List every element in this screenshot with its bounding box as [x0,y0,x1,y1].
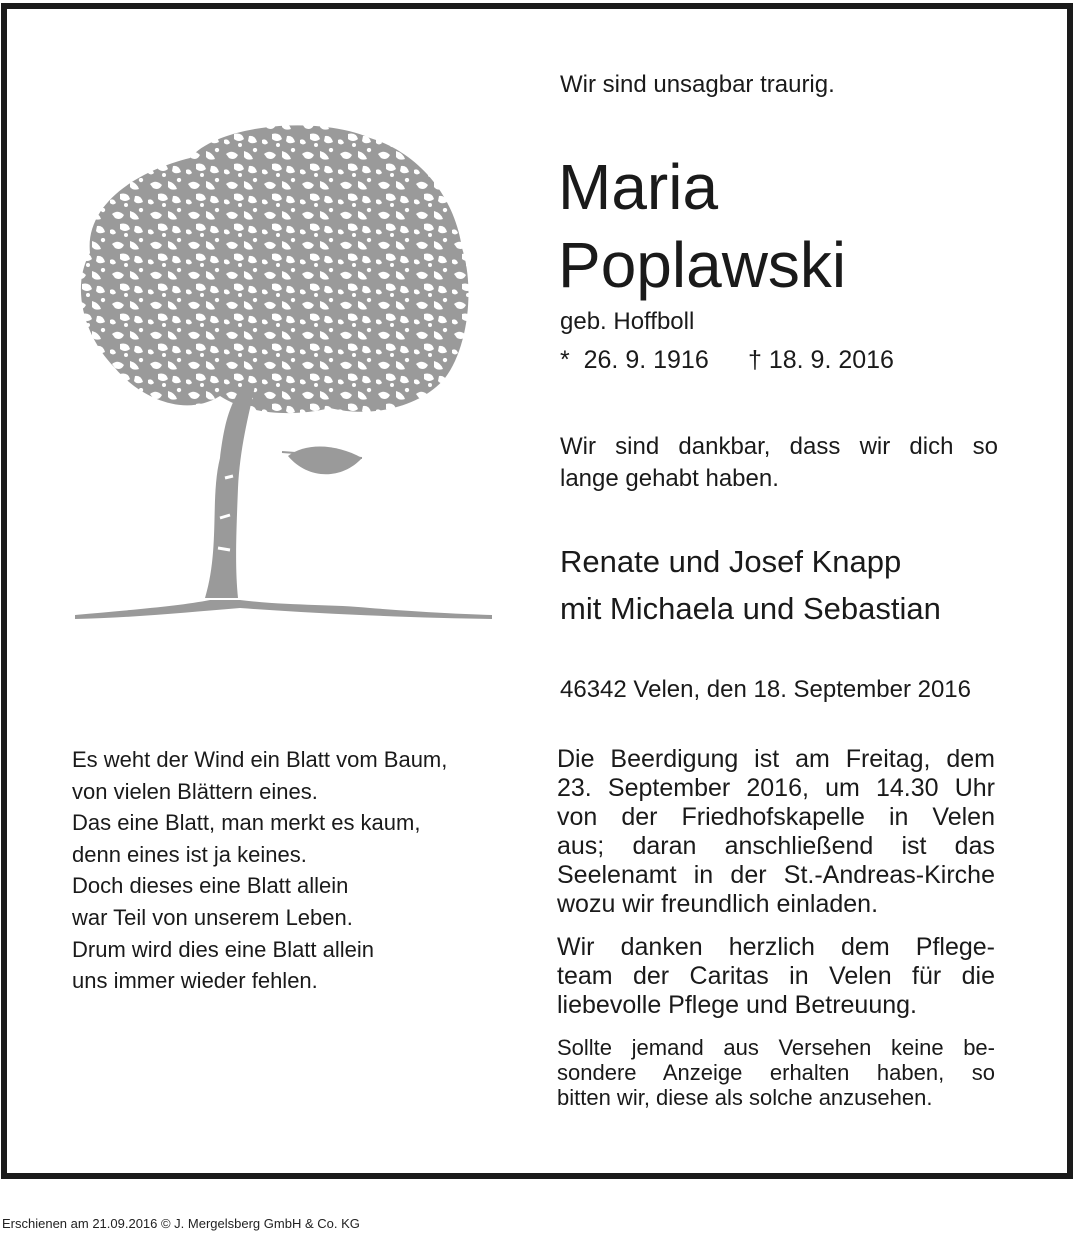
poem-line: denn eines ist ja keines. [72,841,307,867]
deceased-first-name: Maria [558,151,719,223]
notice-text [557,1035,995,1110]
thanks-line: liebevolle Pflege und Betreuung. [557,991,917,1019]
notice-line: Sollte jemand aus Versehen keine be- [557,1035,995,1060]
notice-line: sondere Anzeige erhalten haben, so [557,1060,995,1085]
funeral-line: Seelenamt in der St.-Andreas-Kirche [557,861,995,889]
tree-illustration [70,118,500,628]
birth-date: * 26. 9. 1916 [560,346,709,374]
mourner-line: mit Michaela und Sebastian [560,591,941,626]
funeral-line: Die Beerdigung ist am Freitag, dem [557,745,995,773]
deceased-last-name: Poplawski [558,229,847,301]
poem-line: Das eine Blatt, man merkt es kaum, [72,810,421,836]
poem-line: Drum wird dies eine Blatt allein [72,936,375,962]
poem-line: Es weht der Wind ein Blatt vom Baum, [72,747,448,772]
funeral-line: 23. September 2016, um 14.30 Uhr [557,774,995,802]
thanks-line: Wir danken herzlich dem Pflege- [557,933,995,961]
notice-line: bitten wir, diese als solche anzusehen. [557,1085,933,1110]
funeral-line: aus; daran anschließend ist das [557,832,995,860]
place-date: 46342 Velen, den 18. September 2016 [560,676,971,703]
poem [72,744,447,997]
publication-footer: Erschienen am 21.09.2016 © J. Mergelsberg GmbH & Co. KG [2,1216,360,1231]
gratitude-line: Wir sind dankbar, dass wir dich so [560,433,998,460]
mourners [560,538,941,632]
poem-line: war Teil von unserem Leben. [72,904,353,930]
poem-line: Doch dieses eine Blatt allein [72,873,349,899]
mourner-line: Renate und Josef Knapp [560,544,902,579]
thanks-text [557,933,995,1020]
poem-line: von vielen Blättern eines. [72,778,318,804]
thanks-line: team der Caritas in Velen für die [557,962,995,990]
leaf-icon [288,446,362,474]
funeral-line: von der Friedhofskapelle in Velen [557,803,995,831]
death-date: † 18. 9. 2016 [748,346,894,374]
gratitude-text [560,431,998,495]
funeral-line: wozu wir freundlich einladen. [557,890,879,918]
maiden-name: geb. Hoffboll [560,308,695,335]
funeral-info [557,745,995,919]
gratitude-line: lange gehabt haben. [560,465,779,492]
poem-line: uns immer wieder fehlen. [72,968,318,994]
intro-text: Wir sind unsagbar traurig. [560,71,835,98]
